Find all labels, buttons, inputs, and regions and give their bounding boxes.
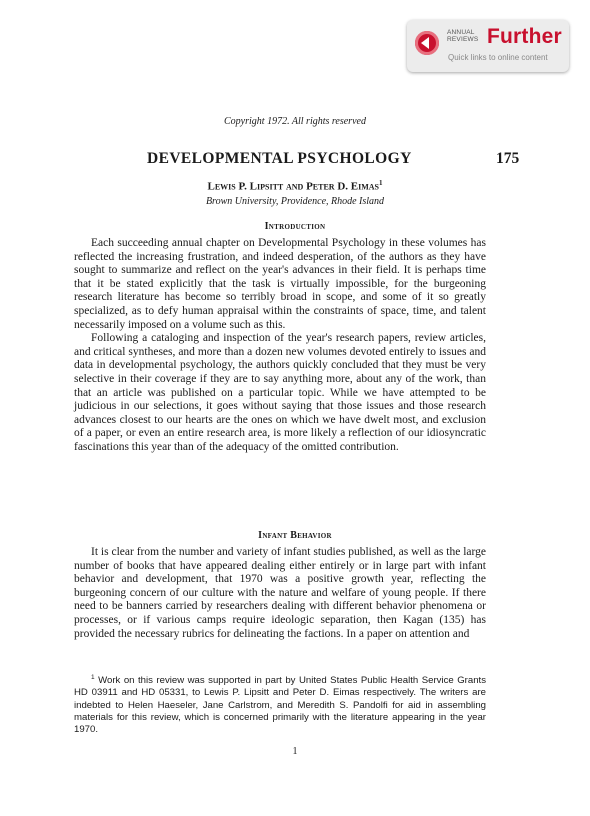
footnote-mark: 1 (91, 674, 95, 681)
badge-small-line1: ANNUAL (447, 29, 475, 36)
author-footnote-mark: 1 (379, 179, 383, 187)
paragraph: It is clear from the number and variety of infant studies published, as well as the large number of books that have appeared dealing either entirely or in large part with infant behavior and development, that 1970 was a positive growth year, reflecting the burgeoning concern of our culture with the nature and welfare of young people. If there need to be banners carried by researchers dealing with different behavior phenomena or processes, or if various camps require ideologic separation, then Kagan (135) has provided the necessary rubrics for delineating the factions. In a paper on attention and (74, 546, 486, 640)
section-heading-infant-behavior: Infant Behavior (258, 530, 332, 541)
badge-small-line2: REVIEWS (447, 36, 479, 43)
infant-behavior-body (74, 546, 486, 641)
section-heading-introduction: Introduction (264, 221, 326, 232)
author-line (0, 179, 590, 193)
footnote-text: Work on this review was supported in part by United States Public Health Service Grants HD 03911 and HD 05331, to Lewis P. Lipsitt and Peter D. Eimas respectively. The writers are indebted to Helen Haeseler, Jane Carlstrom, and Meredith S. Pandolfi for aid in assembling materials for this review, which is concerned primarily with the literature appearing in the year 1970. (74, 675, 486, 735)
footer-page-number: 1 (292, 746, 298, 757)
badge-subtitle: Quick links to online content (448, 53, 548, 62)
paragraph: Following a cataloging and inspection of the year's research papers, review articles, and critical syntheses, and more than a dozen new volumes devoted entirely to issues and data in developmental psychology, the authors quickly concluded that they must be very selective in their coverage if they are to say anything more, about any of the work, than that an article was published on a particular topic. While we have attempted to be judicious in our selections, it goes without saying that those issues and those research advances closest to our hearts are the ones on which we have dwelt most, and exclusion of a paper, or even an entire research area, is more likely a reflection of our idiosyncratic fascinations this year than of the adequacy of the omitted contribution. (74, 332, 486, 453)
paragraph: Each succeeding annual chapter on Developmental Psychology in these volumes has reflected the increasing frustration, and indeed desperation, of the authors as they have sought to summarize and reflect on the year's advances in their field. It is perhaps time that it be stated explicitly that the task is virtually impossible, for the burgeoning research literature has become so terribly broad in scope, and some of it so greatly specialized, as to defy human appraisal within the constraints of space, time, and talent necessarily imposed on a volume such as this. (74, 237, 486, 331)
author-names: Lewis P. Lipsitt and Peter D. Eimas (207, 180, 380, 193)
journal-page-number: 175 (496, 150, 520, 167)
article-title: DEVELOPMENTAL PSYCHOLOGY (147, 150, 412, 167)
footnote (74, 672, 486, 736)
back-arrow-icon (415, 31, 439, 55)
badge-publisher (447, 29, 487, 43)
annual-reviews-further-badge[interactable] (407, 20, 569, 72)
affiliation: Brown University, Providence, Rhode Island (205, 196, 385, 207)
badge-title: Further (487, 25, 562, 48)
introduction-body (74, 237, 486, 455)
copyright-notice: Copyright 1972. All rights reserved (224, 116, 366, 127)
